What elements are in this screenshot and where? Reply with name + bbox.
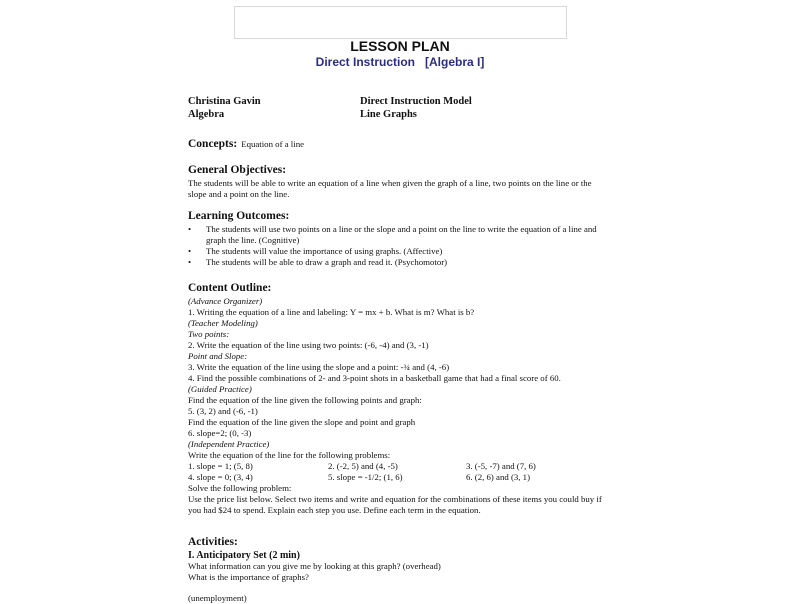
learning-outcomes: Learning Outcomes: • The students will use two points on a line or the slope and a point on the line to write the equation of a line and graph the line. (Cognitive) • The students will value the importance of using graphs. (Affective) • The students will be able to draw a graph and read it. (Psychomotor) bbox=[188, 206, 608, 268]
activities-label: Activities bbox=[188, 536, 234, 548]
outcome-item: • The students will value the importance of using graphs. (Affective) bbox=[188, 246, 443, 256]
general-objectives: General Objectives: The students will be able to write an equation of a line when given the graph of a line, two points on the line or the slope and a point on the line. bbox=[188, 160, 608, 200]
page-subtitle: Direct Instruction [Algebra I] bbox=[315, 55, 485, 69]
author: Christina Gavin bbox=[188, 96, 261, 107]
outline-line: Find the equation of the line given the following points and graph: bbox=[188, 395, 422, 405]
objectives-label: General Objectives bbox=[188, 164, 283, 176]
activity-line: What is the importance of graphs? bbox=[188, 572, 309, 582]
activity-trailing: (unemployment) bbox=[188, 593, 247, 603]
outline-line: 3. Write the equation of the line using the slope and a point: -¾ and (4, -6) bbox=[188, 362, 450, 372]
outline-line: (Advance Organizer) bbox=[188, 296, 263, 306]
outline-line: 2. Write the equation of the line using two points: (-6, -4) and (3, -1) bbox=[188, 340, 429, 350]
outline-line: (Guided Practice) bbox=[188, 384, 252, 394]
outcome-item: • The students will be able to draw a graph and read it. (Psychomotor) bbox=[188, 257, 448, 267]
subject: Algebra bbox=[188, 109, 225, 120]
outline-line: 4. Find the possible combinations of 2- and 3-point shots in a basketball game that had a final score of 60. bbox=[188, 373, 561, 383]
outline-line: 6. slope=2; (0, -3) bbox=[188, 428, 252, 438]
outcomes-label: Learning Outcomes bbox=[188, 210, 286, 222]
outline-line: (Teacher Modeling) bbox=[188, 318, 258, 328]
activities: Activities: I. Anticipatory Set (2 min) What information can you give me by looking at this graph? (overhead) What is the importance of graphs? (unemployment) bbox=[188, 532, 608, 604]
problem-row: 1. slope = 1; (5, 8) 2. (-2, 5) and (4, -5) 3. (-5, -7) and (7, 6) bbox=[188, 461, 536, 471]
price-text: Use the price list below. Select two items and write and equation for the combinations of these items you could buy if you had $24 to spend. Explain each step you use. Define each term in the equation. bbox=[188, 494, 602, 515]
concepts: Concepts: Equation of a line bbox=[188, 138, 304, 150]
page-title: LESSON PLAN bbox=[350, 38, 450, 54]
outline-line: 1. Writing the equation of a line and labeling: Y = mx + b. What is m? What is b? bbox=[188, 307, 475, 317]
outline-line: 5. (3, 2) and (-6, -1) bbox=[188, 406, 258, 416]
problem-row: 4. slope = 0; (3, 4) 5. slope = -1/2; (1, 6) 6. (2, 6) and (3, 1) bbox=[188, 472, 531, 482]
header-box bbox=[234, 6, 567, 39]
outline-line: Two points: bbox=[188, 329, 230, 339]
solve-text: Solve the following problem: bbox=[188, 483, 292, 493]
content-outline: Content Outline: (Advance Organizer) 1. Writing the equation of a line and labeling: Y = mx + b. What is m? What is b? (Teacher Modeling) Two points: 2. Write the equation of the line using two points: (-6, -4) and (3, -1) Point and Slope: 3. Write the equation of the line using the slope and a point: -¾ and (4, -6) 4. Find the possible combinations of 2- and 3-point shots in a basketball game that had a final score of 60. (Guided Practice) Find the equation of the line given the following points and graph: 5. (3, 2) and (-6, -1) Find the equation of the line given the slope and point and graph 6. slope=2; (0, -3) (Independent Practice) Write the equation of the line for the following problems: 1. slope = 1; (5, 8) 2. (-2, 5) and (4, -5) 3. (-5, -7) and (7, 6) 4. slope = 0; (3, 4) 5. slope = -1/2; (1, 6) 6. (2, 6) and (3, 1) Solve the following problem: Use the price list below. Select two items and write and equation for the combinations of these items you could buy if you had $24 to spend. Explain each step you use. Define each term in the equation. bbox=[188, 278, 608, 516]
topic: Line Graphs bbox=[360, 109, 417, 120]
outline-line: Point and Slope: bbox=[188, 351, 248, 361]
outcome-item: • The students will use two points on a line or the slope and a point on the line to write the equation of a line and graph the line. (Cognitive) bbox=[188, 224, 597, 245]
outline-label: Content Outline bbox=[188, 282, 268, 294]
objectives-text: The students will be able to write an equation of a line when given the graph of a line, two points on the line or the slope and a point on the line. bbox=[188, 178, 592, 199]
outline-line: (Independent Practice) bbox=[188, 439, 270, 449]
outline-line: Write the equation of the line for the following problems: bbox=[188, 450, 391, 460]
outline-line: Find the equation of the line given the slope and point and graph bbox=[188, 417, 416, 427]
concepts-label: Concepts bbox=[188, 138, 234, 150]
activity-step: I. Anticipatory Set (2 min) bbox=[188, 550, 300, 561]
activity-line: What information can you give me by looking at this graph? (overhead) bbox=[188, 561, 441, 571]
concepts-text: Equation of a line bbox=[241, 139, 304, 149]
model: Direct Instruction Model bbox=[360, 96, 472, 107]
